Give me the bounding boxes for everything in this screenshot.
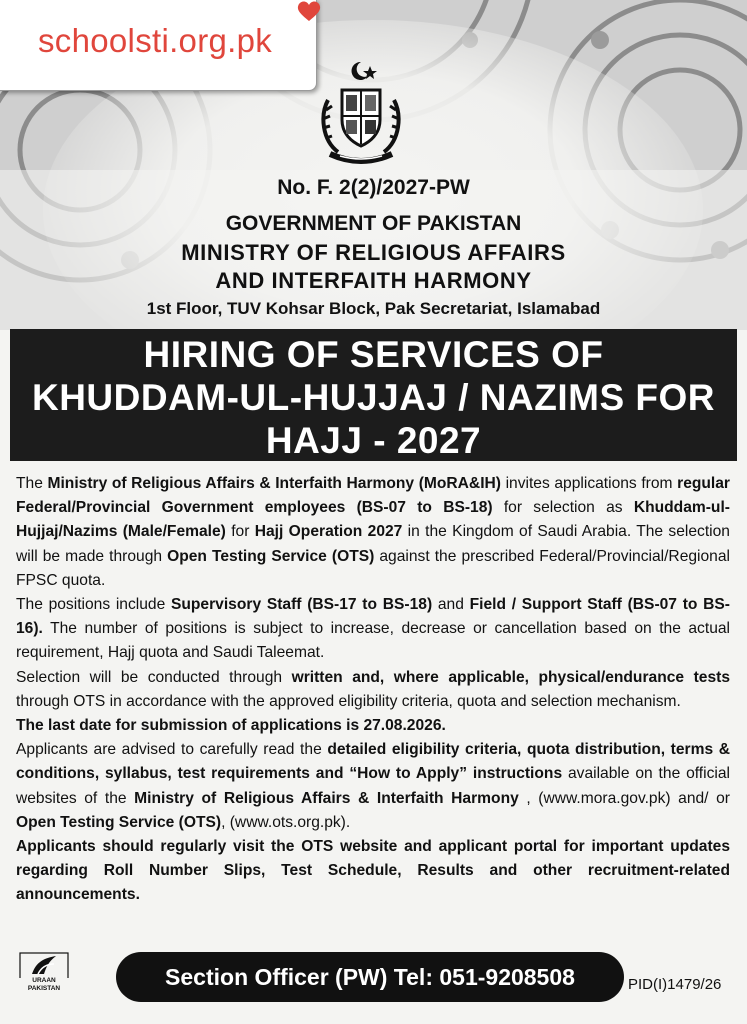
bold-text-run: written and, where applicable, physical/endurance tests: [291, 668, 730, 686]
paragraph-selection: [16, 666, 730, 714]
uraan-pakistan-logo: [18, 952, 70, 1014]
bold-text-run: The last date for submission of applications is 27.08.2026.: [16, 717, 446, 735]
paragraph-instructions: [16, 738, 730, 835]
uraan-logo-line1: URAAN: [32, 977, 56, 984]
bold-text-run: Open Testing Service (OTS): [167, 547, 375, 565]
text-run: for selection as: [492, 499, 634, 517]
headline-banner: [10, 329, 737, 461]
text-run: , (www.ots.org.pk).: [221, 813, 351, 831]
office-address: 1st Floor, TUV Kohsar Block, Pak Secretariat, Islamabad: [146, 299, 601, 318]
heart-icon: [296, 0, 322, 22]
text-run: against the prescribed Federal/Provincial/Regional FPSC quota.: [16, 547, 730, 589]
bold-text-run: Field / Support Staff (BS-07 to BS-16).: [16, 596, 730, 638]
watermark-tag: [0, 0, 317, 91]
government-title: GOVERNMENT OF PAKISTAN: [225, 212, 522, 235]
text-run: Applicants are advised to carefully read the: [16, 741, 328, 759]
reference-number: No. F. 2(2)/2027-PW: [277, 176, 470, 199]
headline-line1: HIRING OF SERVICES OF: [143, 334, 604, 375]
bold-text-run: Open Testing Service (OTS): [16, 813, 222, 831]
uraan-logo-line2: PAKISTAN: [27, 985, 61, 992]
paragraph-positions: [16, 593, 730, 666]
bold-text-run: Supervisory Staff (BS-17 to BS-18): [170, 596, 433, 614]
text-run: through OTS in accordance with the approved eligibility criteria, quota and selection mechanism.: [16, 692, 681, 710]
watermark-text: schoolsti.org.pk: [38, 22, 273, 59]
headline-line3: HAJJ - 2027: [265, 420, 482, 461]
text-run: The positions include: [16, 596, 171, 614]
text-run: The: [16, 475, 48, 492]
text-run: invites applications from: [500, 475, 678, 492]
paragraph-updates: [16, 835, 730, 908]
bold-text-run: Khuddam-ul-Hujjaj/Nazims (Male/Female): [16, 499, 730, 541]
contact-banner: Section Officer (PW) Tel: 051-9208508: [116, 952, 624, 1002]
bold-text-run: detailed eligibility criteria, quota distribution, terms & conditions, syllabus, test requirements and “How to Apply” instructions: [16, 741, 730, 783]
paragraph-last-date: [16, 714, 730, 738]
pid-number: PID(I)1479/26: [628, 976, 722, 993]
uraan-logo-icon: [18, 952, 70, 978]
text-run: , (www.mora.gov.pk) and/ or: [518, 789, 730, 807]
bold-text-run: Hajj Operation 2027: [254, 523, 403, 541]
advertisement-body: [16, 472, 730, 908]
text-run: in the Kingdom of Saudi Arabia. The selection will be made through: [16, 523, 730, 565]
text-run: and: [432, 596, 470, 614]
bold-text-run: regular Federal/Provincial Government employees (BS-07 to BS-18): [16, 475, 730, 517]
state-emblem-icon: [318, 60, 404, 170]
text-run: for: [225, 523, 255, 541]
ministry-name-line1: MINISTRY OF RELIGIOUS AFFAIRS: [181, 240, 566, 265]
paragraph-invitation: [16, 472, 730, 593]
headline-line2: KHUDDAM-UL-HUJJAJ / NAZIMS FOR: [31, 377, 716, 418]
text-run: available on the official websites of the: [16, 765, 731, 807]
text-run: The number of positions is subject to increase, decrease or cancellation based on the actual requirement, Hajj quota and Saudi Taleemat.: [16, 620, 730, 662]
bold-text-run: Ministry of Religious Affairs & Interfaith Harmony (MoRA&IH): [47, 475, 501, 492]
bold-text-run: Applicants should regularly visit the OTS website and applicant portal for important updates regarding Roll Number Slips, Test Schedule, Results and other recruitment-related announcements.: [16, 838, 730, 904]
ministry-name-line2: AND INTERFAITH HARMONY: [215, 268, 532, 293]
text-run: Selection will be conducted through: [16, 668, 292, 686]
bold-text-run: Ministry of Religious Affairs & Interfaith Harmony: [134, 789, 519, 807]
